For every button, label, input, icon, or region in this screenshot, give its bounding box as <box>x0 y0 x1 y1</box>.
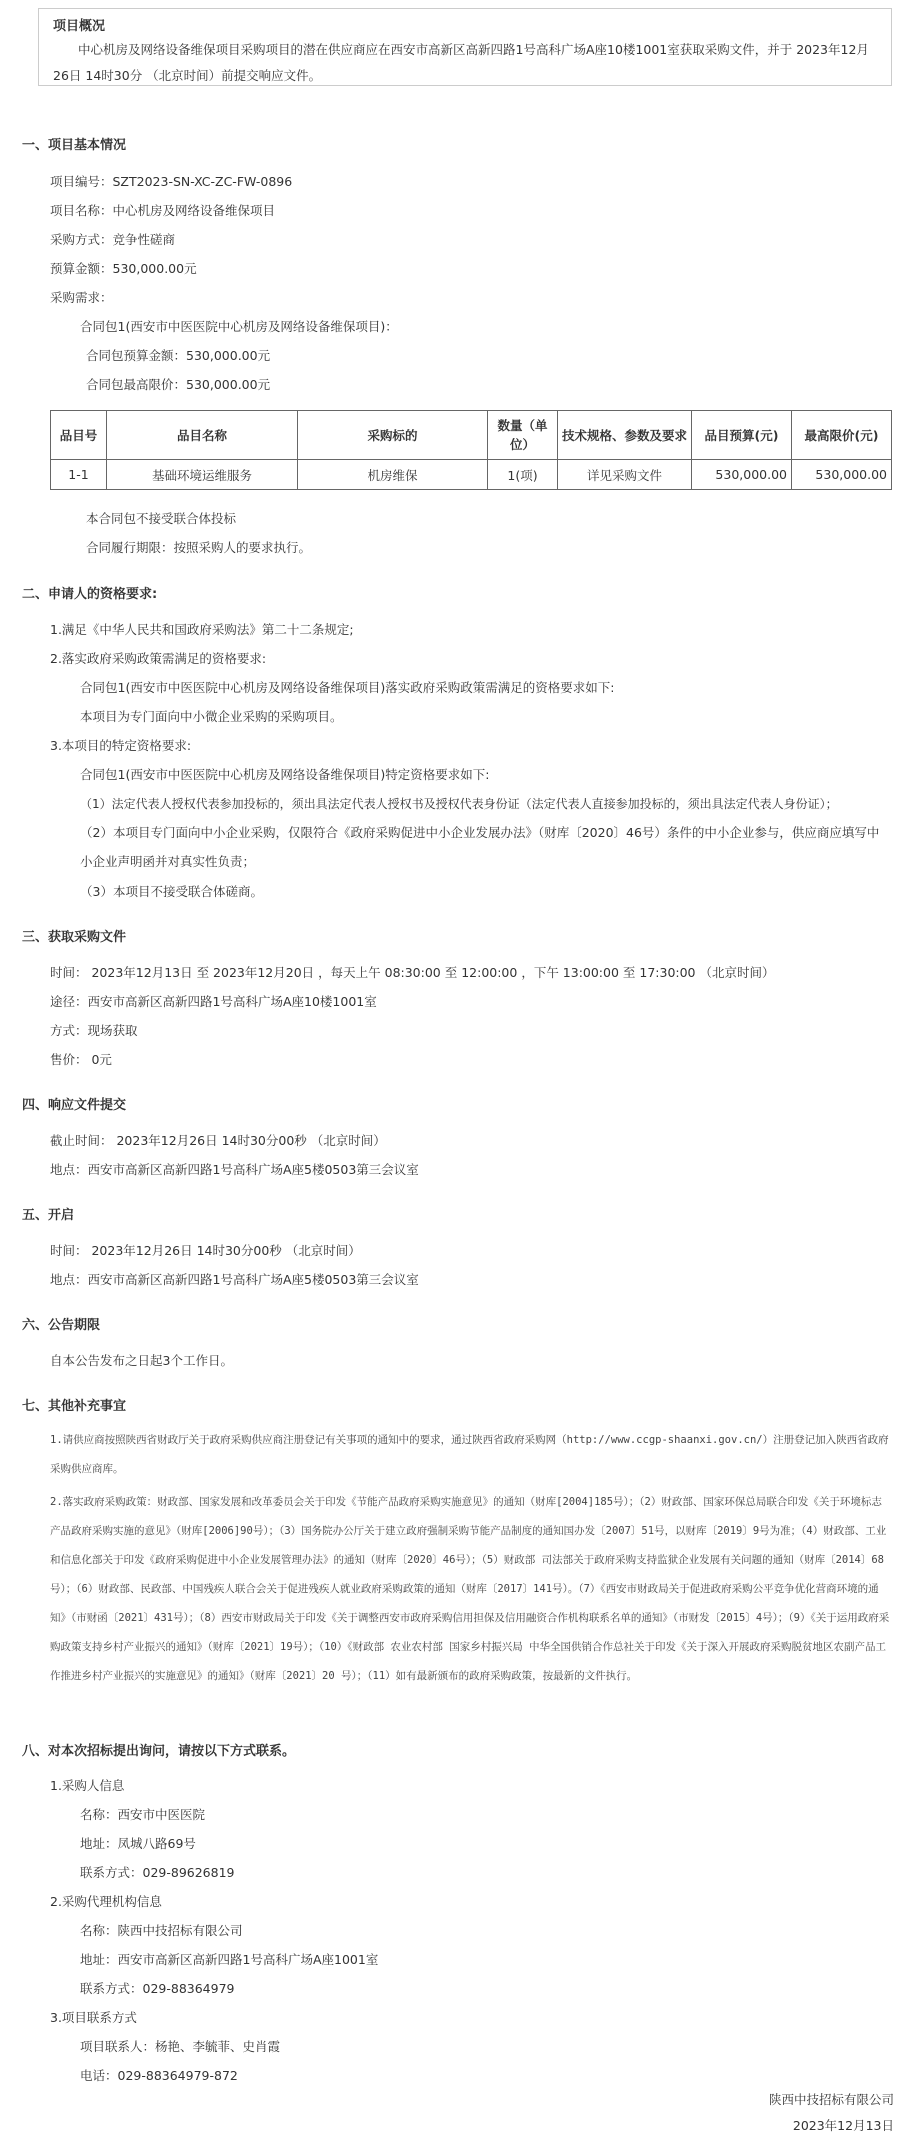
table-header: 最高限价(元) <box>792 411 892 460</box>
qualification-3-package: 合同包1(西安市中医医院中心机房及网络设备维保项目)特定资格要求如下: <box>80 767 490 782</box>
supplement-registration: 1.请供应商按照陕西省财政厅关于政府采购供应商注册登记有关事项的通知中的要求，通过陕西省政府采购网（http://www.ccgp-shaanxi.gov.cn/）注册登记加入陕西省政府采购供应商库。 <box>50 1434 889 1475</box>
opening-place: 地点：西安市高新区高新四路1号高科广场A座5楼0503第三会议室 <box>50 1272 419 1287</box>
items-table <box>50 410 892 490</box>
contact-title: 3.项目联系方式 <box>50 2010 137 2025</box>
footer-date: 2023年12月13日 <box>792 2118 894 2133</box>
table-cell: 530,000.00 <box>692 460 792 490</box>
section-6-heading: 六、公告期限 <box>22 1318 101 1333</box>
submit-deadline: 截止时间： 2023年12月26日 14时30分00秒 （北京时间） <box>50 1133 386 1148</box>
buyer-address: 地址：凤城八路69号 <box>80 1836 196 1851</box>
agent-name: 名称：陕西中技招标有限公司 <box>80 1923 243 1938</box>
table-header-row <box>51 411 892 460</box>
section-1-heading: 一、项目基本情况 <box>22 138 127 153</box>
budget-amount: 预算金额：530,000.00元 <box>50 261 197 276</box>
buyer-name: 名称：西安市中医医院 <box>80 1807 206 1822</box>
qualification-3: 3.本项目的特定资格要求: <box>50 738 192 753</box>
package-max-price: 合同包最高限价：530,000.00元 <box>86 377 271 392</box>
obtain-mode: 方式：现场获取 <box>50 1023 138 1038</box>
section-7-heading: 七、其他补充事宜 <box>22 1399 127 1414</box>
supplement-policies: 2.落实政府采购政策：财政部、国家发展和改革委员会关于印发《节能产品政府采购实施意见》的通知（财库[2004]185号）；（2）财政部、国家环保总局联合印发《关于环境标志产品政府采购实施的意见》（财库[2006]90号）；（3）国务院办公厅关于建立政府强制采购节能产品制度的通知国办发〔2007〕51号，以财库〔2019〕9号为准；（4）财政部、工业和信息化部关于印发《政府采购促进中小企业发展管理办法》的通知（财库〔2020〕46号）；（5）财政部 司法部关于政府采购支持监狱企业发展有关问题的通知（财库〔2014〕68号）；（6）财政部、民政部、中国残疾人联合会关于促进残疾人就业政府采购政策的通知（财库〔2017〕141号）。（7）《西安市财政局关于促进政府采购公平竞争优化营商环境的通知》（市财函〔2021〕431号）；（8）西安市财政局关于印发《关于调整西安市政府采购信用担保及信用融资合作机构联系名单的通知》（市财发〔2015〕4号）；（9）《关于运用政府采购政策支持乡村产业振兴的通知》（财库〔2021〕19号）；（10）《财政部 农业农村部 国家乡村振兴局 中华全国供销合作总社关于印发《关于深入开展政府采购脱贫地区农副产品工作推进乡村产业振兴的实施意见》的通知》（财库〔2021〕20 号）；（11）如有最新颁布的政府采购政策，按最新的文件执行。 <box>50 1496 890 1682</box>
contract-period: 合同履行期限：按照采购人的要求执行。 <box>86 540 312 555</box>
contact-phone: 电话：029-88364979-872 <box>80 2068 238 2083</box>
buyer-info-title: 1.采购人信息 <box>50 1778 125 1793</box>
opening-time: 时间： 2023年12月26日 14时30分00秒 （北京时间） <box>50 1243 361 1258</box>
section-2-heading: 二、申请人的资格要求: <box>22 587 158 602</box>
table-cell: 机房维保 <box>298 460 488 490</box>
qualification-2-package: 合同包1(西安市中医医院中心机房及网络设备维保项目)落实政府采购政策需满足的资格要求如下: <box>80 680 615 695</box>
overview-title: 项目概况 <box>53 19 106 34</box>
notice-period: 自本公告发布之日起3个工作日。 <box>50 1353 233 1368</box>
project-number: 项目编号：SZT2023-SN-XC-ZC-FW-0896 <box>50 174 293 189</box>
section-4-heading: 四、响应文件提交 <box>22 1098 127 1113</box>
procurement-method: 采购方式：竞争性磋商 <box>50 232 176 247</box>
table-cell: 530,000.00 <box>792 460 892 490</box>
obtain-price: 售价： 0元 <box>50 1052 112 1067</box>
table-cell: 1(项) <box>488 460 558 490</box>
table-header: 品目号 <box>51 411 107 460</box>
obtain-time: 时间： 2023年12月13日 至 2023年12月20日 ，每天上午 08:30:00 至 12:00:00 ，下午 13:00:00 至 17:30:00 （北京时间） <box>50 965 775 980</box>
qualification-2: 2.落实政府采购政策需满足的资格要求: <box>50 651 267 666</box>
agent-address: 地址：西安市高新区高新四路1号高科广场A座1001室 <box>80 1952 379 1967</box>
contact-people: 项目联系人：杨艳、李毓菲、史肖霞 <box>80 2039 281 2054</box>
no-joint-bid: 本合同包不接受联合体投标 <box>86 511 237 526</box>
qualification-2-sme: 本项目为专门面向中小微企业采购的采购项目。 <box>80 709 343 724</box>
qualification-3-item-2: （2）本项目专门面向中小企业采购，仅限符合《政府采购促进中小企业发展办法》（财库〔2020〕46号）条件的中小企业参与，供应商应填写中小企业声明函并对真实性负责； <box>80 825 880 869</box>
project-name: 项目名称：中心机房及网络设备维保项目 <box>50 203 276 218</box>
table-header: 品目名称 <box>107 411 298 460</box>
overview-text: 中心机房及网络设备维保项目采购项目的潜在供应商应在西安市高新区高新四路1号高科广场A座10楼1001室获取采购文件，并于 2023年12月26日 14时30分 （北京时间）前提交响应文件。 <box>53 42 869 83</box>
overview-box <box>38 8 892 86</box>
table-cell: 1-1 <box>51 460 107 490</box>
table-cell: 基础环境运维服务 <box>107 460 298 490</box>
procurement-demand: 采购需求： <box>50 290 113 305</box>
buyer-phone: 联系方式：029-89626819 <box>80 1865 235 1880</box>
section-3-heading: 三、获取采购文件 <box>22 930 127 945</box>
qualification-3-item-3: （3）本项目不接受联合体磋商。 <box>80 884 263 899</box>
table-cell: 详见采购文件 <box>558 460 692 490</box>
qualification-1: 1.满足《中华人民共和国政府采购法》第二十二条规定; <box>50 622 354 637</box>
table-row <box>51 460 892 490</box>
submit-place: 地点：西安市高新区高新四路1号高科广场A座5楼0503第三会议室 <box>50 1162 419 1177</box>
section-5-heading: 五、开启 <box>22 1208 75 1223</box>
obtain-place: 途径：西安市高新区高新四路1号高科广场A座10楼1001室 <box>50 994 377 1009</box>
footer-organization: 陕西中技招标有限公司 <box>768 2092 894 2107</box>
section-8-heading: 八、对本次招标提出询问，请按以下方式联系。 <box>22 1744 296 1759</box>
agent-phone: 联系方式：029-88364979 <box>80 1981 235 1996</box>
table-header: 品目预算(元) <box>692 411 792 460</box>
table-header: 采购标的 <box>298 411 488 460</box>
package-budget: 合同包预算金额：530,000.00元 <box>86 348 271 363</box>
qualification-3-item-1: （1）法定代表人授权代表参加投标的，须出具法定代表人授权书及授权代表身份证（法定代表人直接参加投标的，须出具法定代表人身份证）； <box>80 797 838 811</box>
agent-info-title: 2.采购代理机构信息 <box>50 1894 162 1909</box>
contract-package: 合同包1(西安市中医医院中心机房及网络设备维保项目)： <box>80 319 398 334</box>
table-header: 数量（单位） <box>488 411 558 460</box>
table-header: 技术规格、参数及要求 <box>558 411 692 460</box>
